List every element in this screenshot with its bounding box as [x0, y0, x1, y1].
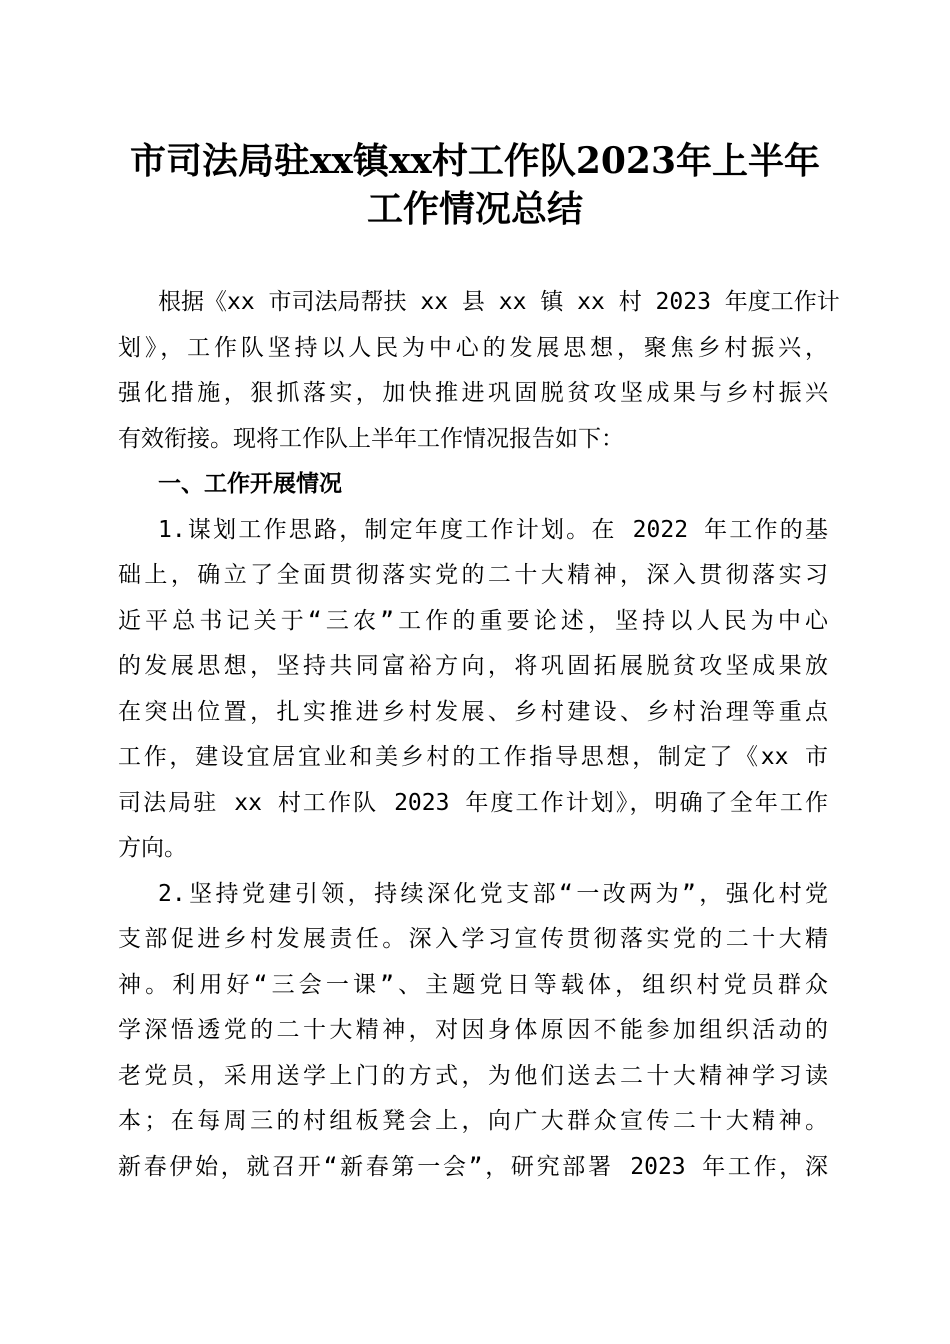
paragraph-line: 新春伊始，就召开“新春第一会”，研究部署 2023 年工作，深 — [118, 1153, 828, 1180]
paragraph-line: 学深悟透党的二十大精神，对因身体原因不能参加组织活动的 — [118, 1017, 828, 1043]
section-heading: 一、工作开展情况 — [158, 471, 342, 497]
paragraph-intro — [118, 280, 840, 462]
paragraph-line: 司法局驻 xx 村工作队 2023 年度工作计划》，明确了全年工作 — [118, 789, 828, 816]
paragraph-line: 有效衔接。现将工作队上半年工作情况报告如下： — [118, 425, 624, 452]
document-title — [80, 137, 870, 233]
paragraph-line: 本；在每周三的村组板凳会上，向广大群众宣传二十大精神。 — [118, 1108, 828, 1134]
paragraph-line: 的发展思想，坚持共同富裕方向，将巩固拓展脱贫攻坚成果放 — [118, 653, 828, 679]
title-line-2: 工作情况总结 — [366, 188, 583, 230]
paragraph-item-1 — [118, 508, 828, 872]
paragraph-line: 近平总书记关于“三农”工作的重要论述，坚持以人民为中心 — [118, 607, 828, 634]
paragraph-line: 根据《xx 市司法局帮扶 xx 县 xx 镇 xx 村 2023 年度工作计 — [158, 289, 840, 315]
paragraph-line: 1.谋划工作思路，制定年度工作计划。在 2022 年工作的基 — [158, 516, 828, 543]
paragraph-line: 2.坚持党建引领，持续深化党支部“一改两为”，强化村党 — [158, 880, 828, 907]
document-body — [118, 280, 840, 1190]
paragraph-line: 础上，确立了全面贯彻落实党的二十大精神，深入贯彻落实习 — [118, 562, 828, 588]
paragraph-line: 神。利用好“三会一课”、主题党日等载体，组织村党员群众 — [118, 971, 828, 998]
paragraph-line: 强化措施，狠抓落实，加快推进巩固脱贫攻坚成果与乡村振兴 — [118, 380, 828, 406]
paragraph-line: 支部促进乡村发展责任。深入学习宣传贯彻落实党的二十大精 — [118, 926, 828, 952]
paragraph-line: 方向。 — [118, 835, 187, 861]
paragraph-line: 工作，建设宜居宜业和美乡村的工作指导思想，制定了《xx 市 — [118, 744, 828, 770]
paragraph-item-2 — [118, 872, 828, 1191]
paragraph-line: 在突出位置，扎实推进乡村发展、乡村建设、乡村治理等重点 — [118, 698, 828, 725]
paragraph-line: 划》，工作队坚持以人民为中心的发展思想，聚焦乡村振兴， — [118, 334, 828, 361]
title-line-1: 市司法局驻xx镇xx村工作队2023年上半年 — [129, 140, 821, 182]
paragraph-line: 老党员，采用送学上门的方式，为他们送去二十大精神学习读 — [118, 1062, 828, 1089]
